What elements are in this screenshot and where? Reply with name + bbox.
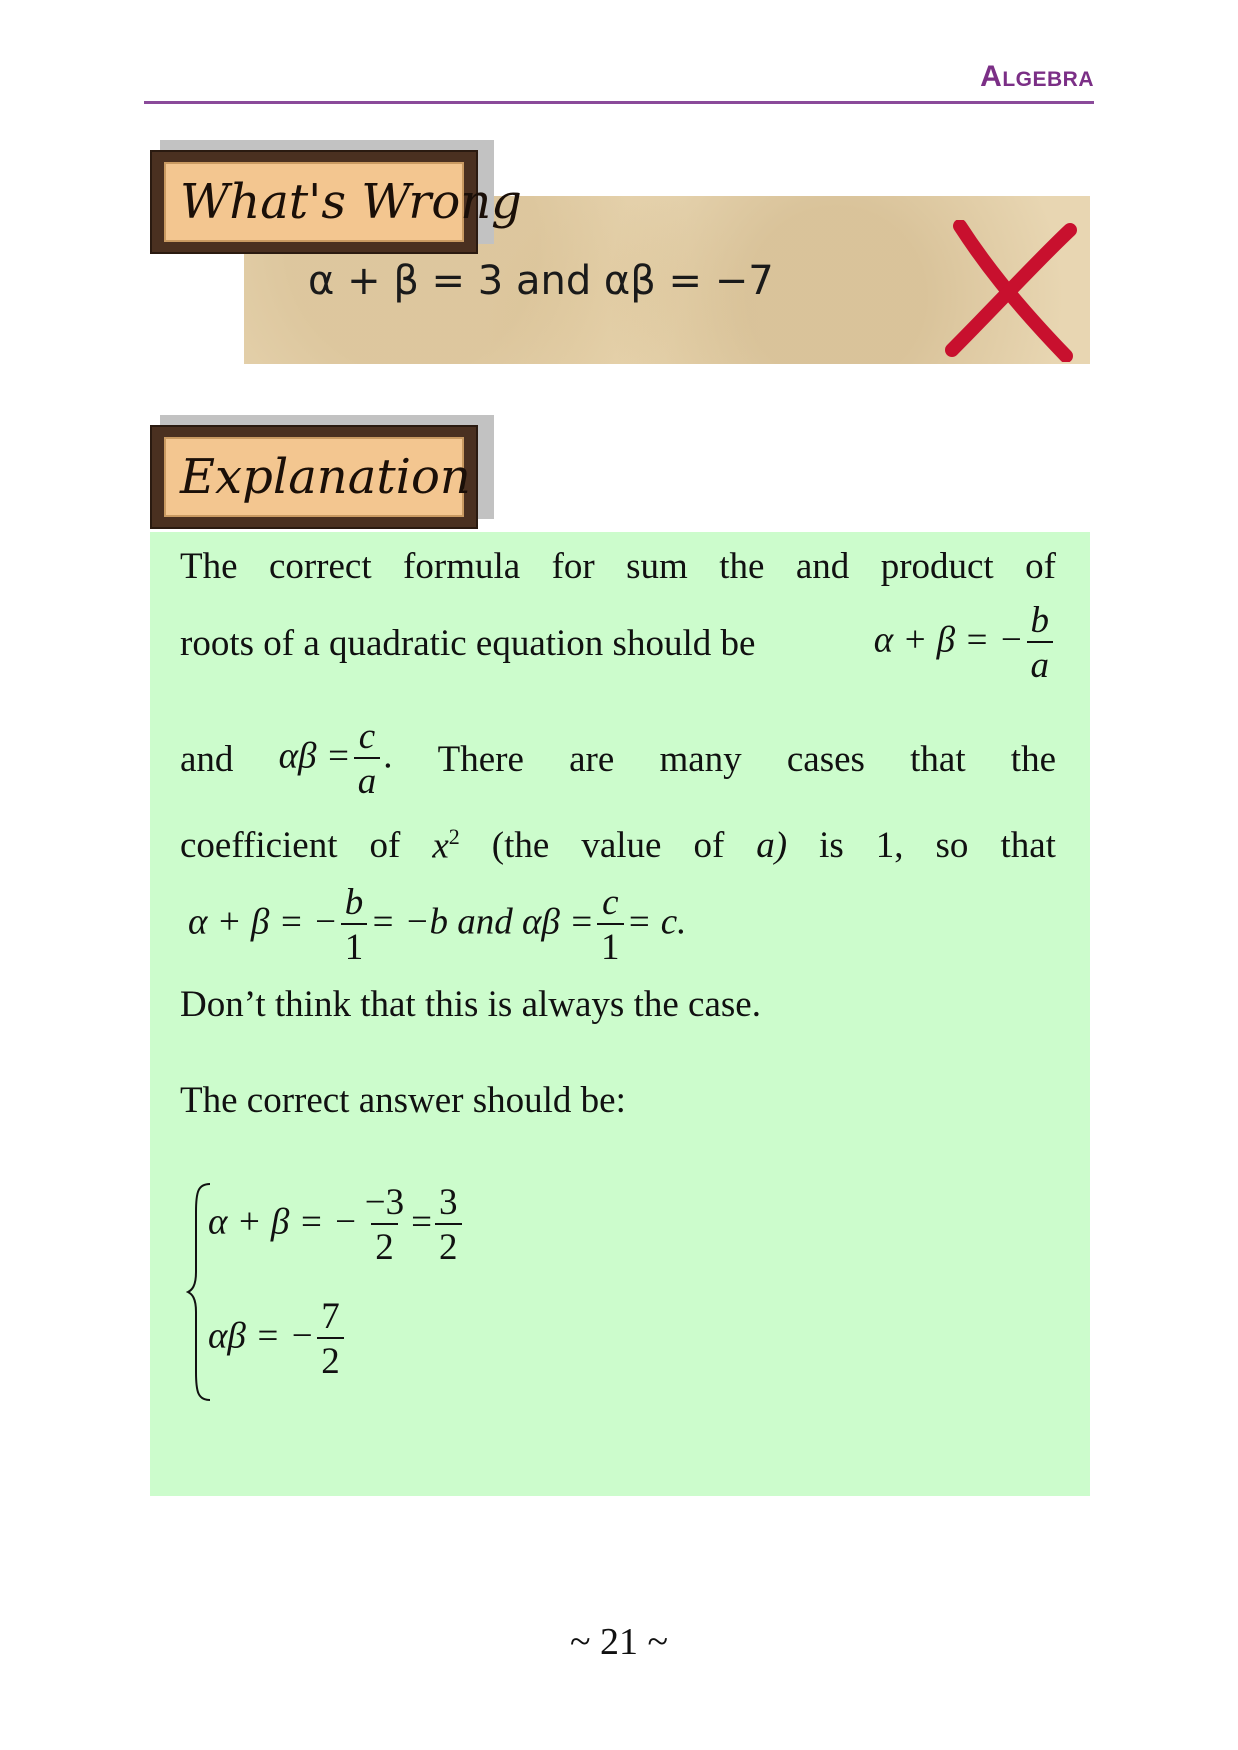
whats-wrong-plaque bbox=[150, 150, 522, 250]
explanation-line-5: α + β = − $\frac{b}{1}$ = −b and αβ = $\frac{c}{1}$ = c. bbox=[188, 882, 687, 968]
explanation-line-1: The correct formula for sum the and product of bbox=[180, 546, 1056, 587]
explanation-line-2: roots of a quadratic equation should be α + β = − $\frac{b}{a}$ bbox=[180, 602, 1056, 684]
explanation-line-3: and αβ = $\frac{c}{a}$ . There are many cases that the bbox=[180, 716, 1056, 802]
whats-wrong-label: What's Wrong bbox=[164, 162, 464, 242]
red-cross-icon bbox=[942, 220, 1078, 362]
explanation-line-7: The correct answer should be: bbox=[180, 1080, 626, 1121]
page-number: ~ 21 ~ bbox=[569, 1621, 669, 1663]
explanation-plaque bbox=[150, 425, 478, 525]
explanation-label: Explanation bbox=[164, 437, 464, 517]
header-divider bbox=[144, 101, 1094, 104]
explanation-line-6: Don’t think that this is always the case. bbox=[180, 984, 761, 1025]
answer-equation-1: α + β = − $\frac{-3}{2}$ = $\frac{3}{2}$ bbox=[208, 1184, 1084, 1266]
explanation-line-4: coefficient of $x^2$ (the value of a) is 1, so that bbox=[180, 824, 1056, 867]
wrong-statement: α + β = 3 and αβ = −7 bbox=[308, 258, 774, 304]
answer-equation-2: αβ = − $\frac{7}{2}$ bbox=[208, 1298, 1084, 1380]
section-title: Algebra bbox=[980, 60, 1094, 93]
